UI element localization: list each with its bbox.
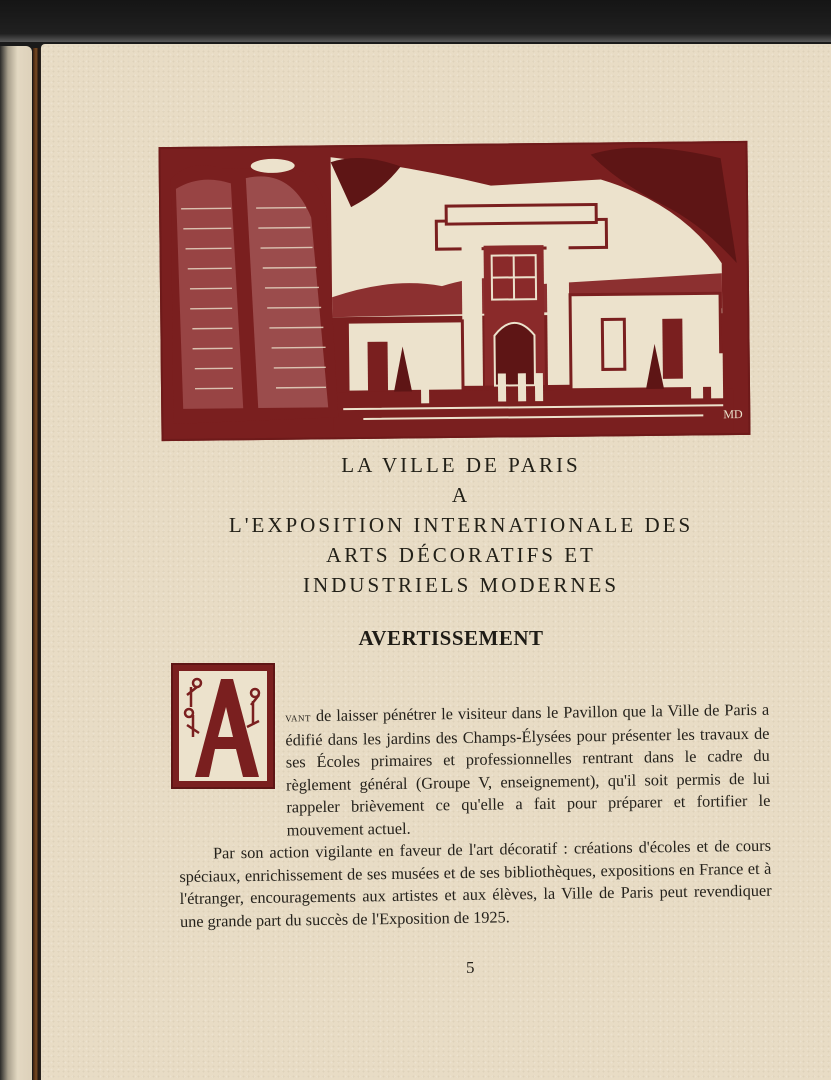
- paragraph-1: [177, 699, 771, 843]
- paragraph-1-text: de laisser pénétrer le visiteur dans le Pavillon que la Ville de Paris a édifié dans les jardins des Champs-Élysées pour présenter les travaux de ses Écoles primaires et professionnelles rentrant dans le cadre du règlement général (Groupe V, enseignement), qu'il soit permis de lui rappeler brièvement ce qu'elle a fait pour préparer et fortifier le mouvement actuel.: [285, 699, 771, 839]
- body-text: [177, 699, 772, 933]
- pavilion-illustration-icon: [160, 143, 748, 439]
- scan-background-top: [0, 0, 831, 42]
- previous-page-leaf: [0, 46, 32, 1080]
- woodcut-illustration: [158, 141, 750, 441]
- title-line-4: ARTS DÉCORATIFS ET: [326, 543, 596, 567]
- title-line-1: LA VILLE DE PARIS: [341, 453, 581, 477]
- title-line-3: L'EXPOSITION INTERNATIONALE DES: [228, 513, 694, 537]
- page-title: [151, 450, 771, 600]
- title-line-2: A: [451, 483, 471, 507]
- svg-text:MD: MD: [723, 406, 743, 422]
- title-line-5: INDUSTRIELS MODERNES: [302, 573, 620, 597]
- book-page: [41, 44, 831, 1080]
- section-heading: AVERTISSEMENT: [358, 626, 544, 650]
- book-spine-edge: [33, 48, 41, 1080]
- paragraph-1-lead: vant: [285, 709, 312, 725]
- paragraph-2: Par son action vigilante en faveur de l'art décoratif : créations d'écoles et de cours spéciaux, enrichissement de ses musées et de ses bibliothèques, expositions en France et à l'étranger, encouragements aux artistes et aux élèves, la Ville de Paris peut revendiquer une grande part du succès de l'Exposition de 1925.: [179, 835, 772, 931]
- page-number: 5: [466, 958, 475, 977]
